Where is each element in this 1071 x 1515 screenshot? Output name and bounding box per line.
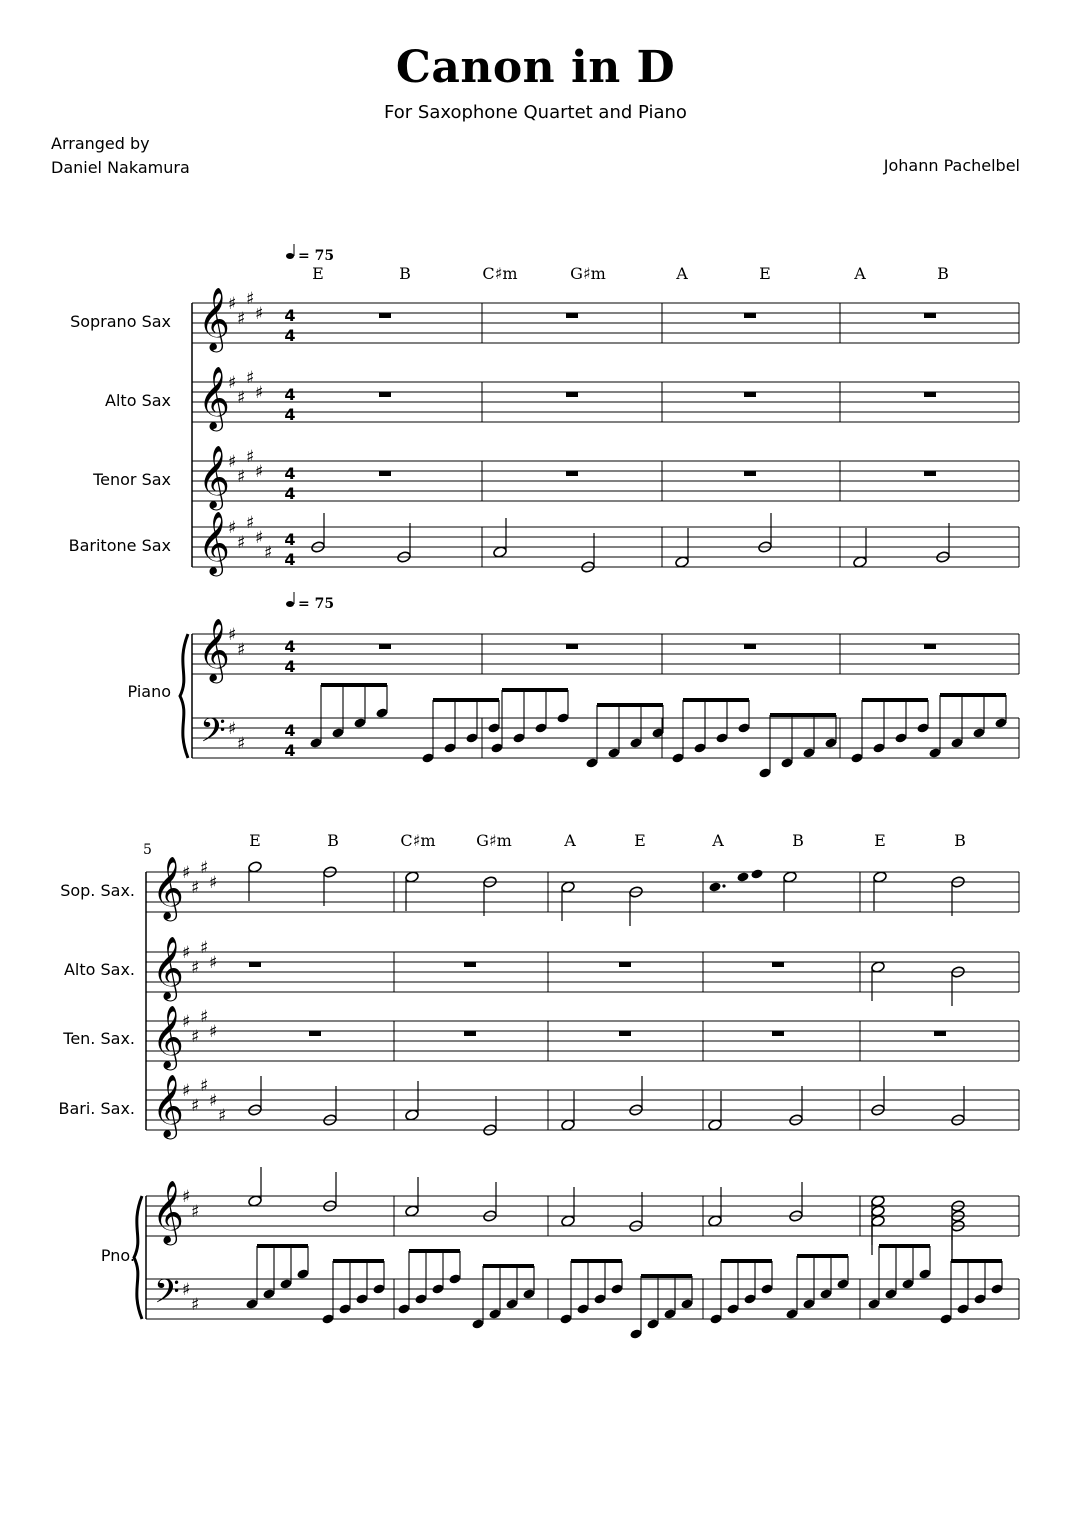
sharp-icon: ♯ bbox=[237, 533, 246, 553]
chord-symbol: B bbox=[327, 831, 339, 850]
sharp-icon: ♯ bbox=[209, 1022, 218, 1042]
sharp-icon: ♯ bbox=[209, 1091, 218, 1111]
note-beam bbox=[951, 1259, 1002, 1263]
sharp-icon: ♯ bbox=[264, 543, 273, 563]
sharp-icon: ♯ bbox=[200, 858, 209, 878]
half-note-head bbox=[248, 861, 263, 874]
treble-clef-icon: 𝄞 bbox=[152, 1074, 184, 1137]
sharp-icon: ♯ bbox=[191, 958, 200, 978]
chord-symbol: E bbox=[312, 264, 324, 283]
half-note-head bbox=[405, 1109, 420, 1122]
half-note-head bbox=[871, 1205, 886, 1218]
whole-rest-icon bbox=[619, 962, 631, 967]
chord-symbol: B bbox=[792, 831, 804, 850]
instrument-label: Pno. bbox=[100, 1246, 135, 1265]
whole-rest-icon bbox=[566, 471, 578, 476]
sharp-icon: ♯ bbox=[255, 304, 264, 324]
chord-symbol: E bbox=[759, 264, 771, 283]
sharp-icon: ♯ bbox=[255, 462, 264, 482]
chord-symbol: E bbox=[249, 831, 261, 850]
treble-clef-icon: 𝄞 bbox=[152, 936, 184, 999]
arranger-label: Arranged by bbox=[51, 134, 150, 153]
sharp-icon: ♯ bbox=[237, 309, 246, 329]
chord-symbol: C♯m bbox=[400, 831, 436, 850]
sharp-icon: ♯ bbox=[246, 289, 255, 309]
whole-rest-icon bbox=[772, 962, 784, 967]
whole-rest-icon bbox=[566, 644, 578, 649]
note-beam bbox=[683, 698, 749, 702]
whole-rest-icon bbox=[464, 962, 476, 967]
note-beam bbox=[862, 698, 928, 702]
sharp-icon: ♯ bbox=[182, 943, 191, 963]
tempo-marking: = 75 bbox=[298, 248, 335, 264]
sharp-icon: ♯ bbox=[182, 863, 191, 883]
half-note-head bbox=[561, 1215, 576, 1228]
whole-rest-icon bbox=[379, 313, 391, 318]
time-signature-top: 4 bbox=[284, 721, 296, 740]
time-signature-bottom: 4 bbox=[284, 657, 296, 676]
measure-number: 5 bbox=[143, 842, 152, 858]
note-head bbox=[750, 868, 763, 879]
piano-brace bbox=[134, 1196, 142, 1319]
score-title: Canon in D bbox=[395, 42, 676, 93]
sharp-icon: ♯ bbox=[255, 383, 264, 403]
half-note-head bbox=[871, 1195, 886, 1208]
sharp-icon: ♯ bbox=[237, 467, 246, 487]
half-note-head bbox=[561, 1119, 576, 1132]
time-signature-top: 4 bbox=[284, 464, 296, 483]
sharp-icon: ♯ bbox=[209, 953, 218, 973]
half-note-head bbox=[405, 871, 420, 884]
time-signature-top: 4 bbox=[284, 306, 296, 325]
whole-rest-icon bbox=[924, 471, 936, 476]
sharp-icon: ♯ bbox=[191, 1202, 200, 1222]
whole-rest-icon bbox=[924, 644, 936, 649]
note-beam bbox=[571, 1259, 622, 1263]
chord-symbol: G♯m bbox=[476, 831, 512, 850]
note-beam bbox=[257, 1244, 308, 1248]
whole-rest-icon bbox=[309, 1031, 321, 1036]
time-signature-top: 4 bbox=[284, 637, 296, 656]
note-beam bbox=[879, 1244, 930, 1248]
whole-rest-icon bbox=[744, 644, 756, 649]
whole-rest-icon bbox=[379, 392, 391, 397]
whole-rest-icon bbox=[464, 1031, 476, 1036]
dot-icon bbox=[722, 884, 725, 887]
whole-rest-icon bbox=[744, 313, 756, 318]
time-signature-bottom: 4 bbox=[284, 326, 296, 345]
piano-brace bbox=[180, 634, 188, 758]
sharp-icon: ♯ bbox=[191, 878, 200, 898]
sharp-icon: ♯ bbox=[237, 640, 246, 660]
sharp-icon: ♯ bbox=[182, 1187, 191, 1207]
note-head bbox=[708, 881, 721, 892]
instrument-label: Bari. Sax. bbox=[58, 1099, 135, 1118]
sharp-icon: ♯ bbox=[182, 1012, 191, 1032]
note-beam bbox=[797, 1254, 848, 1258]
sharp-icon: ♯ bbox=[237, 734, 246, 754]
half-note-head bbox=[493, 546, 508, 559]
sharp-icon: ♯ bbox=[200, 1007, 209, 1027]
note-beam bbox=[483, 1264, 534, 1268]
note-beam bbox=[641, 1274, 692, 1278]
note-beam bbox=[770, 713, 836, 717]
half-note-head bbox=[783, 871, 798, 884]
sharp-icon: ♯ bbox=[200, 938, 209, 958]
whole-rest-icon bbox=[772, 1031, 784, 1036]
instrument-label: Piano bbox=[127, 682, 171, 701]
chord-symbol: E bbox=[634, 831, 646, 850]
whole-rest-icon bbox=[249, 962, 261, 967]
sharp-icon: ♯ bbox=[200, 1076, 209, 1096]
tempo-note-icon bbox=[286, 601, 294, 607]
chord-symbol: B bbox=[937, 264, 949, 283]
arranger-name: Daniel Nakamura bbox=[51, 158, 190, 177]
chord-symbol: C♯m bbox=[482, 264, 518, 283]
sharp-icon: ♯ bbox=[191, 1096, 200, 1116]
sharp-icon: ♯ bbox=[182, 1280, 191, 1300]
half-note-head bbox=[708, 1119, 723, 1132]
whole-rest-icon bbox=[379, 471, 391, 476]
note-head bbox=[736, 871, 749, 882]
whole-rest-icon bbox=[744, 392, 756, 397]
bass-clef-icon: 𝄢 bbox=[154, 1273, 180, 1319]
instrument-label: Baritone Sax bbox=[68, 536, 171, 555]
instrument-label: Alto Sax bbox=[105, 391, 171, 410]
time-signature-bottom: 4 bbox=[284, 484, 296, 503]
sharp-icon: ♯ bbox=[228, 625, 237, 645]
sharp-icon: ♯ bbox=[237, 388, 246, 408]
half-note-head bbox=[873, 871, 888, 884]
sharp-icon: ♯ bbox=[246, 513, 255, 533]
instrument-label: Ten. Sax. bbox=[63, 1029, 135, 1048]
tempo-marking: = 75 bbox=[298, 596, 335, 612]
half-note-head bbox=[871, 1215, 886, 1228]
whole-rest-icon bbox=[924, 313, 936, 318]
half-note-head bbox=[708, 1215, 723, 1228]
note-beam bbox=[409, 1249, 460, 1253]
bass-clef-icon: 𝄢 bbox=[200, 712, 226, 758]
note-beam bbox=[321, 683, 387, 687]
sharp-icon: ♯ bbox=[228, 452, 237, 472]
treble-clef-icon: 𝄞 bbox=[152, 1180, 184, 1243]
whole-rest-icon bbox=[934, 1031, 946, 1036]
half-note-head bbox=[675, 556, 690, 569]
whole-rest-icon bbox=[566, 392, 578, 397]
treble-clef-icon: 𝄞 bbox=[198, 618, 230, 681]
whole-rest-icon bbox=[566, 313, 578, 318]
note-beam bbox=[333, 1259, 384, 1263]
treble-clef-icon: 𝄞 bbox=[198, 511, 230, 574]
half-note-head bbox=[871, 961, 886, 974]
chord-symbol: A bbox=[854, 264, 866, 283]
whole-rest-icon bbox=[379, 644, 391, 649]
sharp-icon: ♯ bbox=[255, 528, 264, 548]
time-signature-top: 4 bbox=[284, 385, 296, 404]
time-signature-bottom: 4 bbox=[284, 550, 296, 569]
chord-symbol: A bbox=[564, 831, 576, 850]
whole-rest-icon bbox=[924, 392, 936, 397]
instrument-label: Tenor Sax bbox=[93, 470, 171, 489]
note-beam bbox=[721, 1259, 772, 1263]
chord-symbol: A bbox=[712, 831, 724, 850]
half-note-head bbox=[853, 556, 868, 569]
treble-clef-icon: 𝄞 bbox=[198, 366, 230, 429]
chord-symbol: B bbox=[399, 264, 411, 283]
sharp-icon: ♯ bbox=[246, 368, 255, 388]
treble-clef-icon: 𝄞 bbox=[152, 856, 184, 919]
sharp-icon: ♯ bbox=[209, 873, 218, 893]
treble-clef-icon: 𝄞 bbox=[198, 287, 230, 350]
whole-rest-icon bbox=[619, 1031, 631, 1036]
instrument-label: Soprano Sax bbox=[70, 312, 171, 331]
sharp-icon: ♯ bbox=[182, 1081, 191, 1101]
chord-symbol: E bbox=[874, 831, 886, 850]
tempo-note-icon bbox=[286, 253, 294, 259]
whole-rest-icon bbox=[744, 471, 756, 476]
score-subtitle: For Saxophone Quartet and Piano bbox=[384, 102, 687, 123]
treble-clef-icon: 𝄞 bbox=[152, 1005, 184, 1068]
chord-symbol: G♯m bbox=[570, 264, 606, 283]
sharp-icon: ♯ bbox=[228, 518, 237, 538]
note-beam bbox=[502, 688, 568, 692]
sharp-icon: ♯ bbox=[246, 447, 255, 467]
chord-symbol: A bbox=[676, 264, 688, 283]
composer-credit: Johann Pachelbel bbox=[883, 156, 1020, 175]
half-note-head bbox=[561, 881, 576, 894]
note-beam bbox=[940, 693, 1006, 697]
half-note-head bbox=[248, 1195, 263, 1208]
chord-symbol: B bbox=[954, 831, 966, 850]
instrument-label: Sop. Sax. bbox=[60, 881, 135, 900]
time-signature-bottom: 4 bbox=[284, 405, 296, 424]
note-beam bbox=[597, 703, 663, 707]
time-signature-bottom: 4 bbox=[284, 741, 296, 760]
treble-clef-icon: 𝄞 bbox=[198, 445, 230, 508]
sharp-icon: ♯ bbox=[191, 1295, 200, 1315]
half-note-head bbox=[405, 1205, 420, 1218]
sharp-icon: ♯ bbox=[191, 1027, 200, 1047]
sharp-icon: ♯ bbox=[228, 373, 237, 393]
sharp-icon: ♯ bbox=[228, 294, 237, 314]
sharp-icon: ♯ bbox=[228, 719, 237, 739]
instrument-label: Alto Sax. bbox=[63, 960, 135, 979]
time-signature-top: 4 bbox=[284, 530, 296, 549]
note-beam bbox=[433, 698, 499, 702]
sharp-icon: ♯ bbox=[218, 1106, 227, 1126]
